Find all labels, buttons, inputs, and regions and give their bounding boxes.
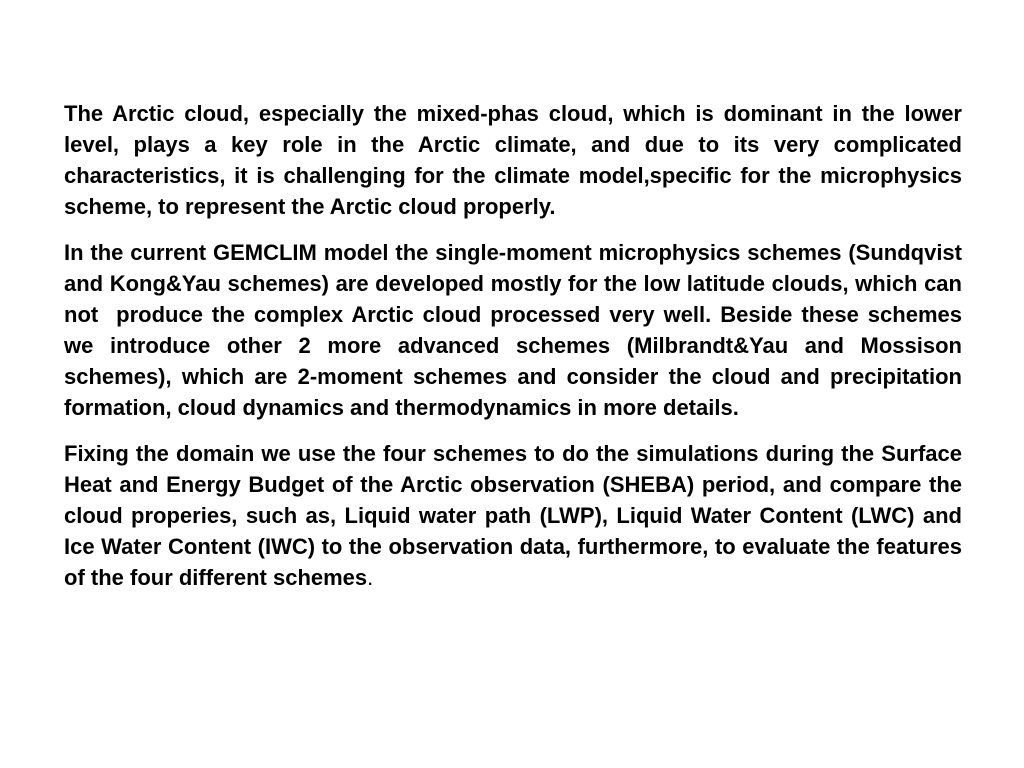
- slide-body: [64, 98, 969, 608]
- paragraph-sheba-simulation: [64, 438, 969, 593]
- paragraph-arctic-cloud: The Arctic cloud, especially the mixed-phas cloud, which is dominant in the lower level, plays a key role in the Arctic climate, and due to its very complicated characteristics, it is challenging for the climate model,specific for the microphysics scheme, to represent the Arctic cloud properly.: [64, 101, 969, 219]
- paragraph-gemclim-schemes: In the current GEMCLIM model the single-moment microphysics schemes (Sundqvist and Kong&Yau schemes) are developed mostly for the low latitude clouds, which can not produce the complex Arctic cloud processed very well. Beside these schemes we introduce other 2 more advanced schemes (Milbrandt&Yau and Mossison schemes), which are 2-moment schemes and consider the cloud and precipitation formation, cloud dynamics and thermodynamics in more details.: [64, 240, 969, 420]
- paragraph-sheba-text: Fixing the domain we use the four schemes to do the simulations during the Surface Heat and Energy Budget of the Arctic observation (SHEBA) period, and compare the cloud properies, such as, Liquid water path (LWP), Liquid Water Content (LWC) and Ice Water Content (IWC) to the observation data, furthermore, to evaluate the features of the four different schemes: [64, 441, 969, 590]
- paragraph-sheba-period: .: [367, 565, 374, 590]
